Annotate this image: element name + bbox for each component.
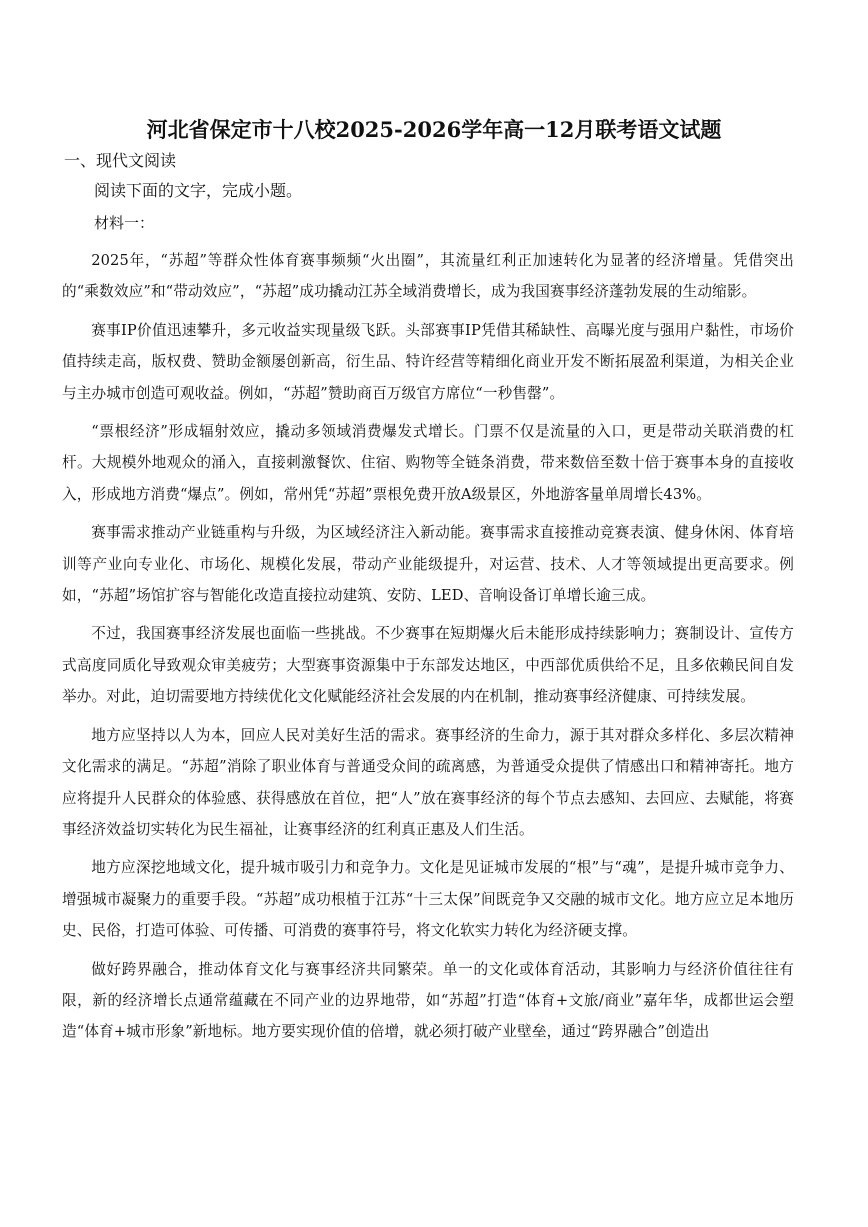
material-label: 材料一： [94, 214, 155, 232]
paragraph: 做好跨界融合，推动体育文化与赛事经济共同繁荣。单一的文化或体育活动，其影响力与经济价值往往有限，新的经济增长点通常蕴藏在不同产业的边界地带，如“苏超”打造“体育+文旅/商业”嘉年华，成都世运会塑造“体育+城市形象”新地标。地方要实现价值的倍增，就必须打破产业壁垒，通过“跨界融合”创造出 [62, 960, 794, 1041]
paragraph: 赛事需求推动产业链重构与升级，为区域经济注入新动能。赛事需求直接推动竞赛表演、健身休闲、体育培训等产业向专业化、市场化、规模化发展，带动产业能级提升，对运营、技术、人才等领域提出更高要求。例如，“苏超”场馆扩容与智能化改造直接拉动建筑、安防、LED、音响设备订单增长逾三成。 [62, 524, 794, 605]
paragraph: 地方应深挖地域文化，提升城市吸引力和竞争力。文化是见证城市发展的“根”与“魂”，是提升城市竞争力、增强城市凝聚力的重要手段。“苏超”成功根植于江苏“十三太保”间既竞争又交融的城市文化。地方应立足本地历史、民俗，打造可体验、可传播、可消费的赛事符号，将文化软实力转化为经济硬支撑。 [62, 859, 794, 940]
paragraph: 2025年，“苏超”等群众性体育赛事频频“火出圈”，其流量红利正加速转化为显著的经济增量。凭借突出的“乘数效应”和“带动效应”，“苏超”成功撬动江苏全域消费增长，成为我国赛事经济蓬勃发展的生动缩影。 [62, 252, 794, 301]
passage-body [62, 245, 794, 1055]
section-heading: 一、现代文阅读 [64, 151, 177, 170]
paragraph: 赛事IP价值迅速攀升，多元收益实现量级飞跃。头部赛事IP凭借其稀缺性、高曝光度与强用户黏性，市场价值持续走高，版权费、赞助金额屡创新高，衍生品、特许经营等精细化商业开发不断拓展盈利渠道，为相关企业与主办城市创造可观收益。例如，“苏超”赞助商百万级官方席位“一秒售罄”。 [62, 321, 794, 402]
paragraph: 地方应坚持以人为本，回应人民对美好生活的需求。赛事经济的生命力，源于其对群众多样化、多层次精神文化需求的满足。“苏超”消除了职业体育与普通受众间的疏离感，为普通受众提供了情感出口和精神寄托。地方应将提升人民群众的体验感、获得感放在首位，把“人”放在赛事经济的每个节点去感知、去回应、去赋能，将赛事经济效益切实转化为民生福祉，让赛事经济的红利真正惠及人们生活。 [62, 726, 794, 838]
paragraph: 不过，我国赛事经济发展也面临一些挑战。不少赛事在短期爆火后未能形成持续影响力；赛制设计、宣传方式高度同质化导致观众审美疲劳；大型赛事资源集中于东部发达地区，中西部优质供给不足，且多依赖民间自发举办。对此，迫切需要地方持续优化文化赋能经济社会发展的内在机制，推动赛事经济健康、可持续发展。 [62, 625, 794, 706]
reading-instruction: 阅读下面的文字，完成小题。 [94, 181, 303, 200]
paragraph: “票根经济”形成辐射效应，撬动多领域消费爆发式增长。门票不仅是流量的入口，更是带动关联消费的杠杆。大规模外地观众的涌入，直接刺激餐饮、住宿、购物等全链条消费，带来数倍至数十倍于赛事本身的直接收入，形成地方消费“爆点”。例如，常州凭“苏超”票根免费开放A级景区，外地游客量单周增长43%。 [62, 423, 794, 503]
document-title: 河北省保定市十八校2025-2026学年高一12月联考语文试题 [146, 117, 722, 142]
